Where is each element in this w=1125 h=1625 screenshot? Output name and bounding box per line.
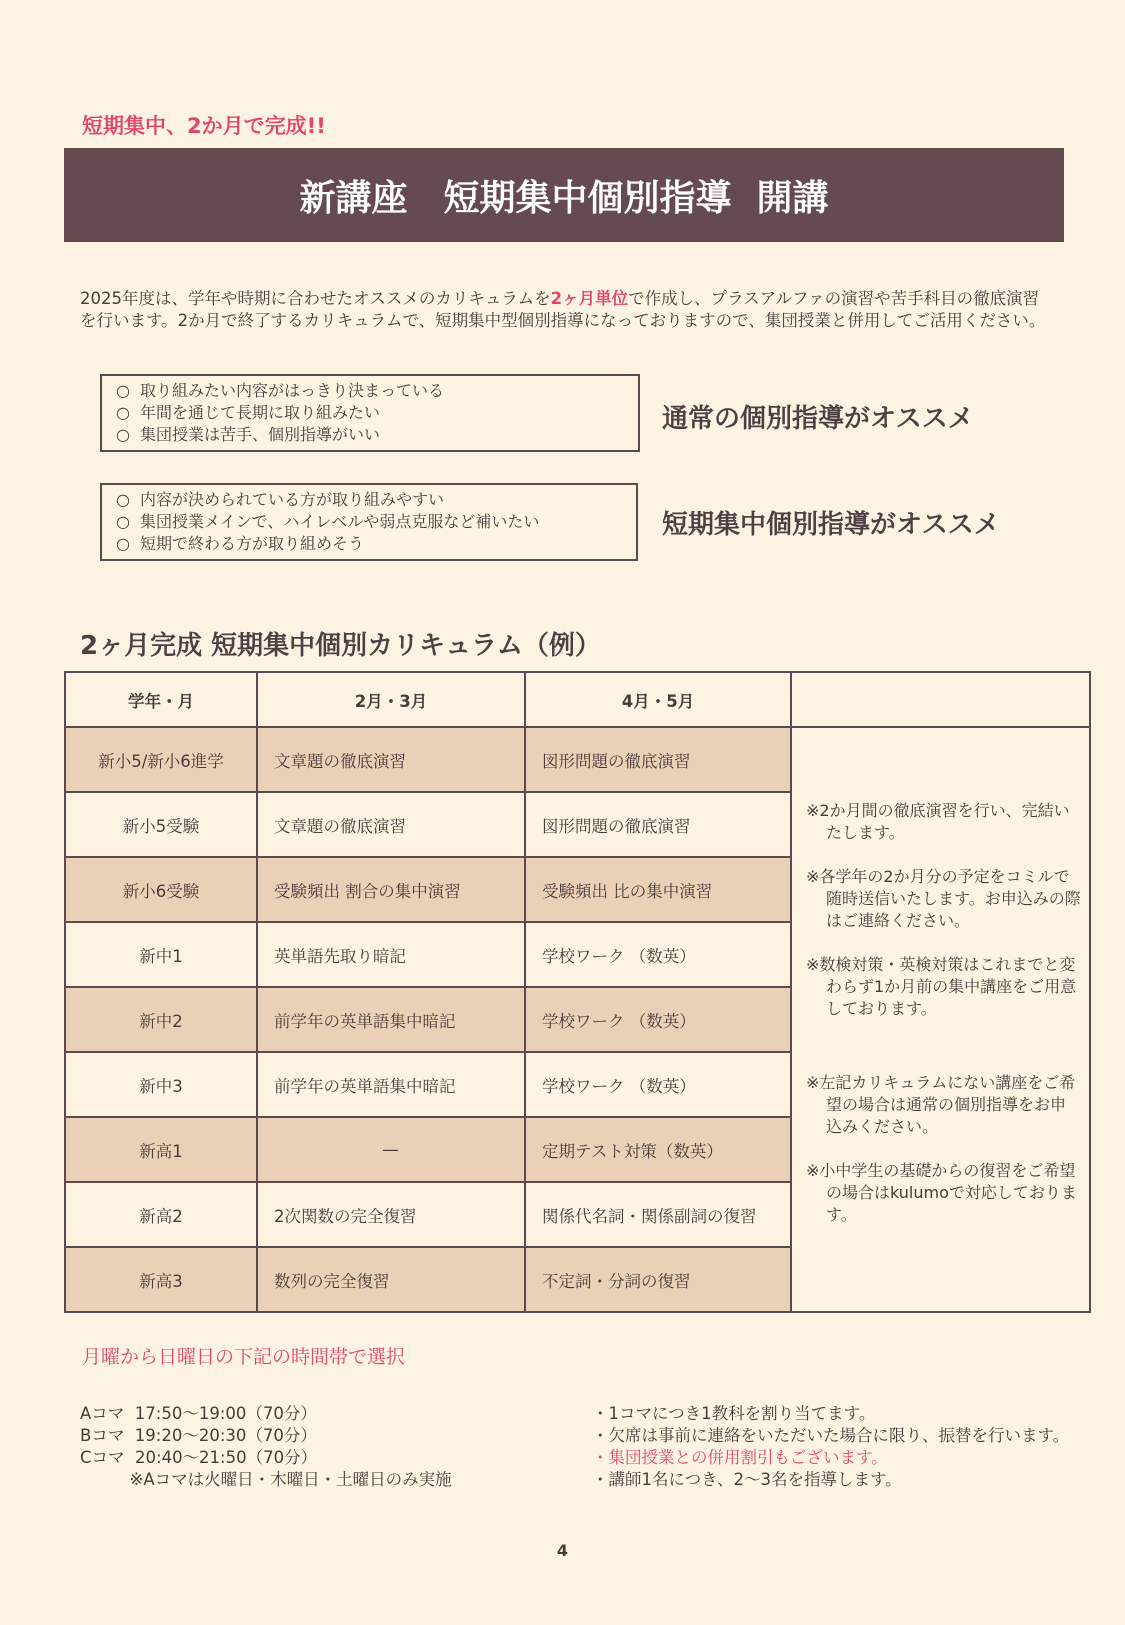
recommendation-short-term: 短期集中個別指導がオススメ	[662, 510, 1000, 540]
table-header-row	[65, 672, 1090, 727]
apr-may-cell: 学校ワーク （数英）	[525, 987, 791, 1052]
grade-cell: 新高1	[65, 1117, 257, 1182]
checklist-regular	[100, 374, 640, 452]
note: ※数検対策・英検対策はこれまでと変わらず1か月前の集中講座をご用意しております。	[806, 955, 1077, 1018]
checklist-item: ○ 年間を通じて長期に取り組みたい	[116, 402, 624, 424]
checklist-item: ○ 取り組みたい内容がはっきり決まっている	[116, 380, 624, 402]
grade-cell: 新小5/新小6進学	[65, 727, 257, 792]
rule-item: ・講師1名につき、2〜3名を指導します。	[592, 1470, 902, 1489]
grade-cell: 新中2	[65, 987, 257, 1052]
feb-mar-cell: 受験頻出 割合の集中演習	[257, 857, 525, 922]
kicker-text: 短期集中、2か月で完成!!	[82, 114, 326, 138]
curriculum-title: 2ヶ月完成 短期集中個別カリキュラム（例）	[80, 631, 601, 661]
time-slot: Bコマ 19:20〜20:30（70分）	[80, 1426, 317, 1445]
checklist-item: ○ 集団授業は苦手、個別指導がいい	[116, 424, 624, 446]
rule-item-discount: ・集団授業との併用割引もございます。	[592, 1448, 888, 1467]
apr-may-cell: 図形問題の徹底演習	[525, 792, 791, 857]
feb-mar-cell: 文章題の徹底演習	[257, 727, 525, 792]
apr-may-cell: 学校ワーク （数英）	[525, 922, 791, 987]
intro-paragraph	[80, 288, 1055, 332]
notes-cell	[791, 727, 1090, 1312]
grade-cell: 新中3	[65, 1052, 257, 1117]
note: ※2か月間の徹底演習を行い、完結いたします。	[806, 801, 1070, 842]
note: ※左記カリキュラムにない講座をご希望の場合は通常の個別指導をお申込みください。	[806, 1073, 1076, 1136]
table-row	[65, 727, 1090, 792]
intro-after: で作成し、プラスアルファの演習や苦手科目の徹底演習を行います。2か月で終了するカリキュラムで、短期集中型個別指導になっておりますので、集団授業と併用してご活用ください。	[80, 289, 1046, 330]
header-feb-mar: 2月・3月	[257, 672, 525, 727]
feb-mar-cell: 英単語先取り暗記	[257, 922, 525, 987]
feb-mar-cell: 数列の完全復習	[257, 1247, 525, 1312]
intro-before: 2025年度は、学年や時期に合わせたオススメのカリキュラムを	[80, 289, 551, 308]
grade-cell: 新高2	[65, 1182, 257, 1247]
feb-mar-cell: 前学年の英単語集中暗記	[257, 1052, 525, 1117]
checklist-item: ○ 集団授業メインで、ハイレベルや弱点克服など補いたい	[116, 511, 622, 533]
checklist-item: ○ 内容が決められている方が取り組みやすい	[116, 489, 622, 511]
time-slot: Cコマ 20:40〜21:50（70分）	[80, 1448, 318, 1467]
apr-may-cell: 関係代名詞・関係副詞の復習	[525, 1182, 791, 1247]
feb-mar-cell: 前学年の英単語集中暗記	[257, 987, 525, 1052]
header-apr-may: 4月・5月	[525, 672, 791, 727]
grade-cell: 新小6受験	[65, 857, 257, 922]
header-notes	[791, 672, 1090, 727]
apr-may-cell: 不定詞・分詞の復習	[525, 1247, 791, 1312]
curriculum-table	[64, 671, 1091, 1313]
apr-may-cell: 定期テスト対策（数英）	[525, 1117, 791, 1182]
schedule-heading: 月曜から日曜日の下記の時間帯で選択	[82, 1346, 406, 1368]
schedule-rules	[592, 1403, 1069, 1491]
feb-mar-cell: 2次関数の完全復習	[257, 1182, 525, 1247]
apr-may-cell: 図形問題の徹底演習	[525, 727, 791, 792]
apr-may-cell: 学校ワーク （数英）	[525, 1052, 791, 1117]
header-grade: 学年・月	[65, 672, 257, 727]
note: ※小中学生の基礎からの復習をご希望の場合はkulumoで対応しております。	[806, 1161, 1077, 1224]
time-slots	[80, 1403, 452, 1491]
checklist-item: ○ 短期で終わる方が取り組めそう	[116, 533, 622, 555]
grade-cell: 新小5受験	[65, 792, 257, 857]
feb-mar-cell: 文章題の徹底演習	[257, 792, 525, 857]
time-slot-note: ※Aコマは火曜日・木曜日・土曜日のみ実施	[80, 1470, 452, 1489]
banner-title: 新講座 短期集中個別指導 開講	[64, 148, 1064, 242]
intro-highlight: 2ヶ月単位	[550, 289, 629, 308]
checklist-short-term	[100, 483, 638, 561]
note: ※各学年の2か月分の予定をコミルで随時送信いたします。お申込みの際はご連絡ください。	[806, 867, 1081, 930]
time-slot: Aコマ 17:50〜19:00（70分）	[80, 1404, 317, 1423]
grade-cell: 新中1	[65, 922, 257, 987]
rule-item: ・欠席は事前に連絡をいただいた場合に限り、振替を行います。	[592, 1426, 1070, 1445]
recommendation-regular: 通常の個別指導がオススメ	[662, 404, 974, 434]
apr-may-cell: 受験頻出 比の集中演習	[525, 857, 791, 922]
feb-mar-cell: —	[257, 1117, 525, 1182]
grade-cell: 新高3	[65, 1247, 257, 1312]
page-number: 4	[556, 1541, 569, 1560]
rule-item: ・1コマにつき1教科を割り当てます。	[592, 1404, 876, 1423]
